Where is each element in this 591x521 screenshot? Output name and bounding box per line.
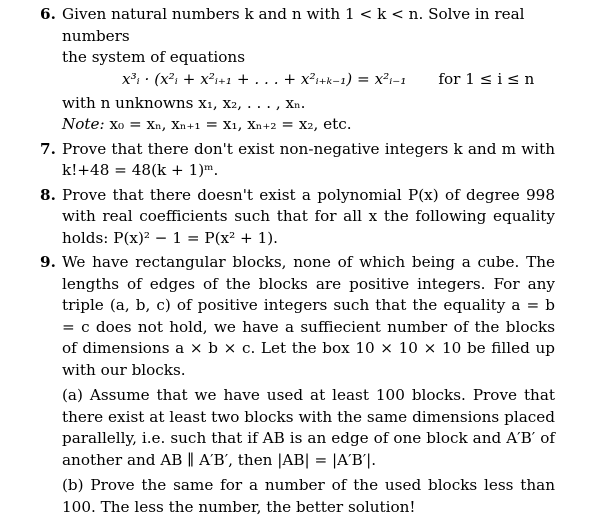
problem-text: Prove that there don't exist non-negative integers k and m with k!+48 = 48(k + 1)ᵐ. [62, 139, 555, 179]
equation-row [62, 69, 555, 93]
problem-text: Prove that there doesn't exist a polynomial P(x) of degree 998 with real coefficients such that for all x the following equality holds: P(x)² − 1 = P(x² + 1). [62, 185, 555, 247]
problem-number: 9. [40, 253, 56, 271]
problem-number: 7. [40, 139, 56, 158]
equation: x³ᵢ · (x²ᵢ + x²ᵢ₊₁ + . . . + x²ᵢ₊ₖ₋₁) = x²ᵢ₋₁ [122, 69, 407, 88]
note-label: Note: [62, 115, 105, 133]
problem-6 [40, 4, 555, 136]
problem-7 [40, 139, 555, 182]
problem-text: with n unknowns x₁, x₂, . . . , xₙ. [62, 93, 306, 112]
problem-number: 6. [40, 5, 56, 23]
note-text: x₀ = xₙ, xₙ₊₁ = x₁, xₙ₊₂ = x₂, etc. [109, 115, 352, 133]
problem-text: the system of equations [62, 48, 246, 66]
problem-text: We have rectangular blocks, none of which being a cube. The lengths of edges of the blocks are positive integers. For any triple (a, b, c) of positive integers such that the equality a = b = c does not hold, we have a suffiecient number of the blocks of dimensions a × b × c. Let the box 10 × 10 × 10 be filled up with our blocks. [62, 253, 555, 379]
problem-number: 8. [40, 185, 56, 204]
problem-part-a: (a) Assume that we have used at least 100 blocks. Prove that there exist at least two blocks with the same dimensions placed parallelly, i.e. such that if AB is an edge of one block and A′B′ of another and AB ∥ A′B′, then |AB| = |A′B′|. [62, 386, 555, 469]
equation-condition: for 1 ≤ i ≤ n [438, 69, 535, 88]
note [62, 114, 555, 136]
problem-text: Given natural numbers k and n with 1 < k < n. Solve in real numbers [62, 5, 525, 45]
problem-9 [40, 252, 555, 518]
problem-8 [40, 185, 555, 250]
problem-part-b: (b) Prove the same for a number of the used blocks less than 100. The less the number, the better solution! [62, 476, 555, 516]
